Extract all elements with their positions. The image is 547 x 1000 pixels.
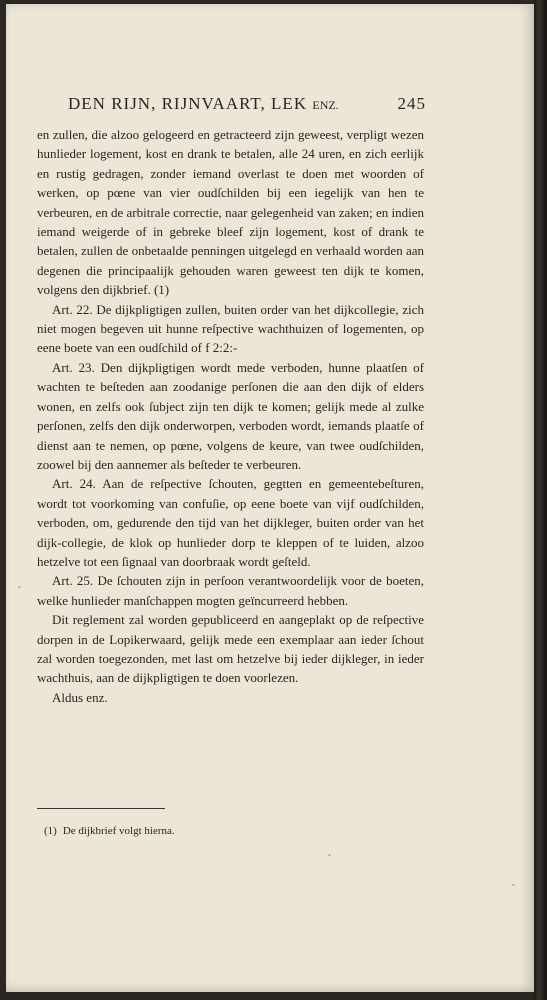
paragraph-art-23: Art. 23. Den dijkpligtigen wordt mede verboden, hunne plaatſen of wachten te beſteden aan zoodanige perſonen die aan den dijk of elders wonen, en zelfs ook ſubject zijn ten dijk te komen; gelijk mede al zulke perſonen, zelfs den dijk onderworpen, verboden wordt, iemands plaatſe of dienst aan te nemen, op pœne, volgens de keure, van twee oudſchilden, zoowel bij den aannemer als beſteder te verbeuren. xyxy=(37,359,424,472)
paper-speck xyxy=(512,884,515,886)
footnote-marker: (1) xyxy=(44,825,57,837)
paragraph-art-24: Art. 24. Aan de reſpective ſchouten, gegtten en gemeentebeſturen, wordt tot voorkoming van confuſie, op eene boete van vijf oudſchilden, verboden, om, gedurende den tijd van het dijkleger, buiten order van het dijk-collegie, de klok op hunlieder dorp te kleppen of te luiden, alzoo hetzelve tot een ſignaal van doorbraak wordt geſteld. xyxy=(37,476,424,569)
page-body-text xyxy=(37,125,424,707)
paragraph-1: en zullen, die alzoo gelogeerd en getracteerd zijn geweest, verpligt wezen hunlieder logement, kost en drank te betalen, alle 24 uren, en zich eerlijk en rustig gedragen, zonder iemand overlast te doen met woorden of werken, op pœne van vier oudſchilden bij een iegelijk van hen te verbeuren, en de arbitrale correctie, naar gelegenheid van zaken; en indien iemand weigerde of in gebreke bleef zijn logement, kost of drank te betalen, zullen de onbetaalde penningen uitgelegd en verhaald worden aan degenen die principaalijk gehouden waren geweest ten dijk te komen, volgens den dijkbrief. (1) xyxy=(37,127,424,298)
header-title-suffix: ENZ. xyxy=(312,98,339,112)
paragraph-aldus: Aldus enz. xyxy=(52,689,108,705)
footnote-text: De dijkbrief volgt hierna. xyxy=(62,825,175,837)
page-number: 245 xyxy=(397,94,426,113)
paper-speck xyxy=(328,854,331,856)
paragraph-closing: Dit reglement zal worden gepubliceerd en aangeplakt op de reſpective dorpen in de Lopikerwaard, gelijk mede een exemplaar aan ieder ſchout zal worden toegezonden, met last om hetzelve bij ieder dijkleger, in ieder wachthuis, aan de dijkpligtigen te doen voorlezen. xyxy=(37,612,424,686)
paragraph-art-22: Art. 22. De dijkpligtigen zullen, buiten order van het dijkcollegie, zich niet mogen begeven uit hunne reſpective wachthuizen of logementen, op eene boete van een oudſchild of f 2:2:- xyxy=(37,301,424,356)
running-header xyxy=(68,94,426,116)
footnote xyxy=(44,825,175,837)
paragraph-art-25: Art. 25. De ſchouten zijn in perſoon verantwoordelijk voor de boeten, welke hunlieder manſchappen mogten geïncurreerd hebben. xyxy=(37,573,424,608)
book-page xyxy=(6,4,534,992)
page-edge-shadow xyxy=(534,0,547,1000)
paper-speck xyxy=(18,586,21,588)
footnote-divider xyxy=(37,808,165,809)
header-title xyxy=(68,94,339,114)
header-title-text: DEN RIJN, RIJNVAART, LEK xyxy=(68,94,308,113)
